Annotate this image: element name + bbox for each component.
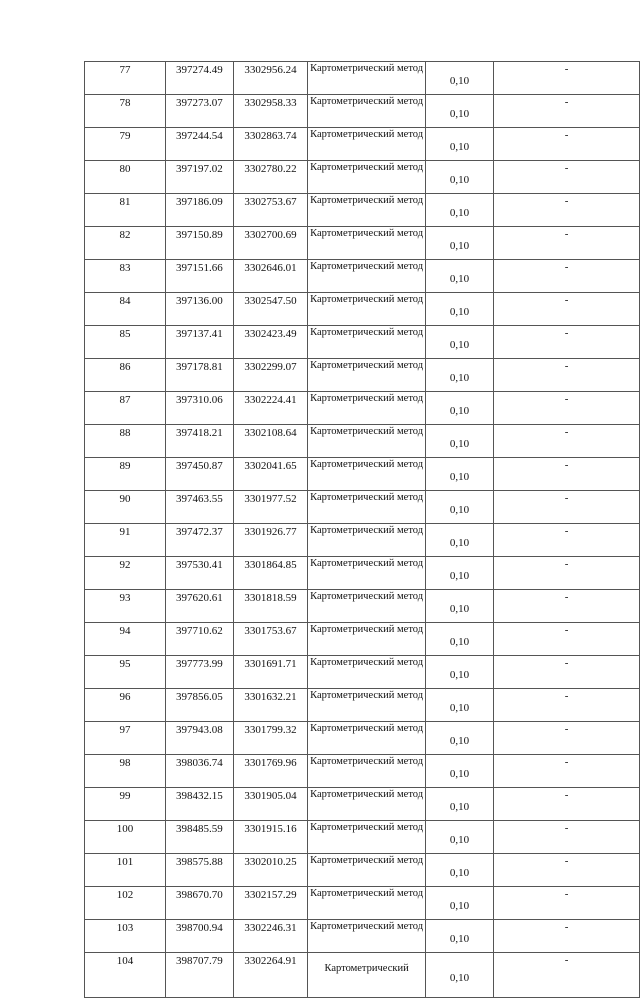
- x-coordinate-cell: 398485.59: [166, 821, 234, 854]
- method-cell: Картометрический метод: [308, 656, 426, 689]
- accuracy-cell: 0,10: [425, 854, 493, 887]
- point-number-cell: 89: [85, 458, 166, 491]
- x-coordinate-cell: 397472.37: [166, 524, 234, 557]
- table-row: [85, 557, 640, 590]
- table-row: [85, 293, 640, 326]
- point-number-cell: 94: [85, 623, 166, 656]
- x-coordinate-cell: 397773.99: [166, 656, 234, 689]
- table-row: [85, 260, 640, 293]
- point-number-cell: 91: [85, 524, 166, 557]
- y-coordinate-cell: 3302863.74: [233, 128, 308, 161]
- note-cell: -: [494, 194, 640, 227]
- point-number-cell: 84: [85, 293, 166, 326]
- accuracy-cell: 0,10: [425, 425, 493, 458]
- x-coordinate-cell: 398700.94: [166, 920, 234, 953]
- point-number-cell: 100: [85, 821, 166, 854]
- table-row: [85, 590, 640, 623]
- y-coordinate-cell: 3301799.32: [233, 722, 308, 755]
- x-coordinate-cell: 397273.07: [166, 95, 234, 128]
- method-cell: Картометрический метод: [308, 623, 426, 656]
- y-coordinate-cell: 3301905.04: [233, 788, 308, 821]
- point-number-cell: 78: [85, 95, 166, 128]
- method-cell: Картометрический метод: [308, 194, 426, 227]
- y-coordinate-cell: 3301977.52: [233, 491, 308, 524]
- x-coordinate-cell: 397856.05: [166, 689, 234, 722]
- note-cell: -: [494, 95, 640, 128]
- x-coordinate-cell: 398575.88: [166, 854, 234, 887]
- accuracy-cell: 0,10: [425, 392, 493, 425]
- note-cell: -: [494, 722, 640, 755]
- table-row: [85, 326, 640, 359]
- table-row: [85, 788, 640, 821]
- method-cell: Картометрический метод: [308, 161, 426, 194]
- y-coordinate-cell: 3302010.25: [233, 854, 308, 887]
- table-row: [85, 62, 640, 95]
- point-number-cell: 85: [85, 326, 166, 359]
- note-cell: -: [494, 854, 640, 887]
- accuracy-cell: 0,10: [425, 293, 493, 326]
- x-coordinate-cell: 398432.15: [166, 788, 234, 821]
- y-coordinate-cell: 3301818.59: [233, 590, 308, 623]
- y-coordinate-cell: 3302958.33: [233, 95, 308, 128]
- note-cell: -: [494, 359, 640, 392]
- accuracy-cell: 0,10: [425, 194, 493, 227]
- method-cell: Картометрический метод: [308, 689, 426, 722]
- point-number-cell: 101: [85, 854, 166, 887]
- x-coordinate-cell: 397274.49: [166, 62, 234, 95]
- point-number-cell: 96: [85, 689, 166, 722]
- table-row: [85, 194, 640, 227]
- table-row: [85, 524, 640, 557]
- x-coordinate-cell: 397197.02: [166, 161, 234, 194]
- x-coordinate-cell: 397150.89: [166, 227, 234, 260]
- note-cell: -: [494, 656, 640, 689]
- note-cell: -: [494, 458, 640, 491]
- method-cell: Картометрический метод: [308, 227, 426, 260]
- point-number-cell: 99: [85, 788, 166, 821]
- note-cell: -: [494, 953, 640, 998]
- accuracy-cell: 0,10: [425, 722, 493, 755]
- x-coordinate-cell: 398670.70: [166, 887, 234, 920]
- y-coordinate-cell: 3302646.01: [233, 260, 308, 293]
- table-row: [85, 227, 640, 260]
- y-coordinate-cell: 3301926.77: [233, 524, 308, 557]
- x-coordinate-cell: 397136.00: [166, 293, 234, 326]
- method-cell: Картометрический метод: [308, 62, 426, 95]
- accuracy-cell: 0,10: [425, 491, 493, 524]
- note-cell: -: [494, 425, 640, 458]
- y-coordinate-cell: 3301691.71: [233, 656, 308, 689]
- accuracy-cell: 0,10: [425, 821, 493, 854]
- accuracy-cell: 0,10: [425, 326, 493, 359]
- point-number-cell: 87: [85, 392, 166, 425]
- table-row: [85, 722, 640, 755]
- note-cell: -: [494, 62, 640, 95]
- method-cell: Картометрический метод: [308, 524, 426, 557]
- x-coordinate-cell: 397450.87: [166, 458, 234, 491]
- method-cell: Картометрический: [308, 953, 426, 998]
- method-cell: Картометрический метод: [308, 128, 426, 161]
- table-row: [85, 359, 640, 392]
- accuracy-cell: 0,10: [425, 62, 493, 95]
- y-coordinate-cell: 3301753.67: [233, 623, 308, 656]
- method-cell: Картометрический метод: [308, 260, 426, 293]
- note-cell: -: [494, 887, 640, 920]
- note-cell: -: [494, 788, 640, 821]
- table-row: [85, 491, 640, 524]
- x-coordinate-cell: 397943.08: [166, 722, 234, 755]
- accuracy-cell: 0,10: [425, 95, 493, 128]
- method-cell: Картометрический метод: [308, 293, 426, 326]
- x-coordinate-cell: 397710.62: [166, 623, 234, 656]
- point-number-cell: 90: [85, 491, 166, 524]
- note-cell: -: [494, 491, 640, 524]
- method-cell: Картометрический метод: [308, 590, 426, 623]
- method-cell: Картометрический метод: [308, 359, 426, 392]
- table-row: [85, 920, 640, 953]
- accuracy-cell: 0,10: [425, 359, 493, 392]
- accuracy-cell: 0,10: [425, 260, 493, 293]
- x-coordinate-cell: 397178.81: [166, 359, 234, 392]
- table-row: [85, 95, 640, 128]
- method-cell: Картометрический метод: [308, 95, 426, 128]
- point-number-cell: 80: [85, 161, 166, 194]
- table-row: [85, 755, 640, 788]
- note-cell: -: [494, 590, 640, 623]
- accuracy-cell: 0,10: [425, 227, 493, 260]
- note-cell: -: [494, 821, 640, 854]
- table-row: [85, 821, 640, 854]
- x-coordinate-cell: 398707.79: [166, 953, 234, 998]
- accuracy-cell: 0,10: [425, 590, 493, 623]
- point-number-cell: 103: [85, 920, 166, 953]
- method-cell: Картометрический метод: [308, 788, 426, 821]
- note-cell: -: [494, 293, 640, 326]
- x-coordinate-cell: 397620.61: [166, 590, 234, 623]
- x-coordinate-cell: 397530.41: [166, 557, 234, 590]
- table-row: [85, 689, 640, 722]
- note-cell: -: [494, 392, 640, 425]
- y-coordinate-cell: 3302224.41: [233, 392, 308, 425]
- point-number-cell: 86: [85, 359, 166, 392]
- table-row: [85, 656, 640, 689]
- accuracy-cell: 0,10: [425, 161, 493, 194]
- y-coordinate-cell: 3302041.65: [233, 458, 308, 491]
- coordinates-table: [84, 61, 640, 998]
- note-cell: -: [494, 260, 640, 293]
- note-cell: -: [494, 161, 640, 194]
- point-number-cell: 95: [85, 656, 166, 689]
- note-cell: -: [494, 524, 640, 557]
- y-coordinate-cell: 3302780.22: [233, 161, 308, 194]
- y-coordinate-cell: 3302299.07: [233, 359, 308, 392]
- accuracy-cell: 0,10: [425, 128, 493, 161]
- note-cell: -: [494, 623, 640, 656]
- table-row: [85, 425, 640, 458]
- table-row: [85, 623, 640, 656]
- y-coordinate-cell: 3302956.24: [233, 62, 308, 95]
- point-number-cell: 77: [85, 62, 166, 95]
- x-coordinate-cell: 397244.54: [166, 128, 234, 161]
- accuracy-cell: 0,10: [425, 689, 493, 722]
- method-cell: Картометрический метод: [308, 392, 426, 425]
- point-number-cell: 82: [85, 227, 166, 260]
- y-coordinate-cell: 3302157.29: [233, 887, 308, 920]
- coordinates-table-page: [84, 61, 640, 998]
- accuracy-cell: 0,10: [425, 920, 493, 953]
- point-number-cell: 104: [85, 953, 166, 998]
- point-number-cell: 97: [85, 722, 166, 755]
- y-coordinate-cell: 3302423.49: [233, 326, 308, 359]
- x-coordinate-cell: 397418.21: [166, 425, 234, 458]
- accuracy-cell: 0,10: [425, 788, 493, 821]
- x-coordinate-cell: 397137.41: [166, 326, 234, 359]
- table-row: [85, 458, 640, 491]
- method-cell: Картометрический метод: [308, 425, 426, 458]
- point-number-cell: 98: [85, 755, 166, 788]
- point-number-cell: 102: [85, 887, 166, 920]
- method-cell: Картометрический метод: [308, 920, 426, 953]
- table-row: [85, 854, 640, 887]
- point-number-cell: 92: [85, 557, 166, 590]
- x-coordinate-cell: 397310.06: [166, 392, 234, 425]
- table-row: [85, 953, 640, 998]
- table-row: [85, 392, 640, 425]
- method-cell: Картометрический метод: [308, 557, 426, 590]
- accuracy-cell: 0,10: [425, 524, 493, 557]
- point-number-cell: 79: [85, 128, 166, 161]
- x-coordinate-cell: 398036.74: [166, 755, 234, 788]
- method-cell: Картометрический метод: [308, 458, 426, 491]
- x-coordinate-cell: 397186.09: [166, 194, 234, 227]
- accuracy-cell: 0,10: [425, 557, 493, 590]
- point-number-cell: 88: [85, 425, 166, 458]
- table-row: [85, 128, 640, 161]
- method-cell: Картометрический метод: [308, 755, 426, 788]
- method-cell: Картометрический метод: [308, 821, 426, 854]
- note-cell: -: [494, 557, 640, 590]
- y-coordinate-cell: 3301769.96: [233, 755, 308, 788]
- accuracy-cell: 0,10: [425, 953, 493, 998]
- accuracy-cell: 0,10: [425, 755, 493, 788]
- x-coordinate-cell: 397463.55: [166, 491, 234, 524]
- x-coordinate-cell: 397151.66: [166, 260, 234, 293]
- y-coordinate-cell: 3301915.16: [233, 821, 308, 854]
- point-number-cell: 83: [85, 260, 166, 293]
- method-cell: Картометрический метод: [308, 722, 426, 755]
- method-cell: Картометрический метод: [308, 491, 426, 524]
- table-body: [85, 62, 640, 998]
- point-number-cell: 93: [85, 590, 166, 623]
- accuracy-cell: 0,10: [425, 887, 493, 920]
- y-coordinate-cell: 3302700.69: [233, 227, 308, 260]
- y-coordinate-cell: 3302108.64: [233, 425, 308, 458]
- note-cell: -: [494, 689, 640, 722]
- note-cell: -: [494, 920, 640, 953]
- y-coordinate-cell: 3302246.31: [233, 920, 308, 953]
- y-coordinate-cell: 3302264.91: [233, 953, 308, 998]
- y-coordinate-cell: 3302547.50: [233, 293, 308, 326]
- y-coordinate-cell: 3302753.67: [233, 194, 308, 227]
- accuracy-cell: 0,10: [425, 623, 493, 656]
- accuracy-cell: 0,10: [425, 656, 493, 689]
- note-cell: -: [494, 128, 640, 161]
- accuracy-cell: 0,10: [425, 458, 493, 491]
- note-cell: -: [494, 755, 640, 788]
- method-cell: Картометрический метод: [308, 854, 426, 887]
- method-cell: Картометрический метод: [308, 326, 426, 359]
- table-row: [85, 887, 640, 920]
- table-row: [85, 161, 640, 194]
- method-cell: Картометрический метод: [308, 887, 426, 920]
- y-coordinate-cell: 3301632.21: [233, 689, 308, 722]
- y-coordinate-cell: 3301864.85: [233, 557, 308, 590]
- point-number-cell: 81: [85, 194, 166, 227]
- note-cell: -: [494, 326, 640, 359]
- note-cell: -: [494, 227, 640, 260]
